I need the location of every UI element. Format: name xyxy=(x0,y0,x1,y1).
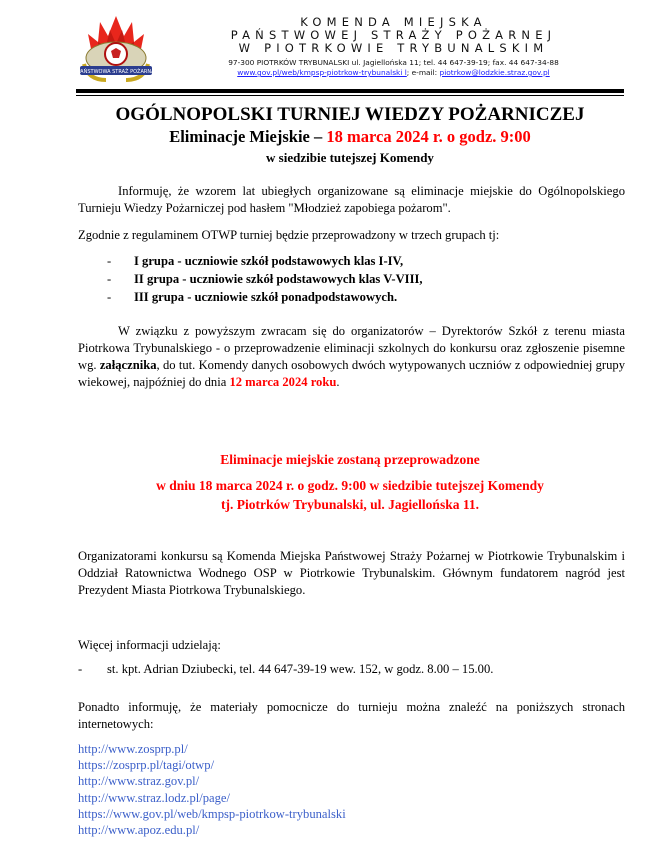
subtitle-prefix: Eliminacje Miejskie – xyxy=(169,127,327,146)
website-link[interactable]: www.gov.pl/web/kmpsp-piotrkow-trybunalski l xyxy=(237,68,407,77)
resource-link[interactable]: https://www.gov.pl/web/kmpsp-piotrkow-trybunalski xyxy=(78,806,346,821)
event-location: w siedzibie tutejszej Komendy xyxy=(266,150,434,165)
materials-paragraph: Ponadto informuję, że materiały pomocnicze do turnieju można znaleźć na poniższych stronach internetowych: xyxy=(78,700,625,731)
email-link[interactable]: piotrkow@lodzkie.straz.gov.pl xyxy=(439,68,550,77)
org-address: 97-300 PIOTRKÓW TRYBUNALSKI ul. Jagiellońska 11; tel. 44 647-39-19; fax. 44 647-34-88 xyxy=(228,58,559,67)
psp-emblem-icon xyxy=(76,14,156,84)
organizers-paragraph: Organizatorami konkursu są Komenda Miejska Państwowej Straży Pożarnej w Piotrkowie Trybunalskim i Oddział Ratownictwa Wodnego OSP w Piotrkowie Trybunalskim. Głównym fundatorem nagród jest Prezydent Miasta Piotrkowa Trybunalskiego. xyxy=(78,549,625,597)
intro-paragraph: Informuję, że wzorem lat ubiegłych organizowane są eliminacje miejskie do Ogólnopolskiego Turnieju Wiedzy Pożarniczej pod hasłem "Młodzież zapobiega pożarom". xyxy=(78,184,625,215)
list-item: - II grupa - uczniowie szkół podstawowych klas V-VIII, xyxy=(107,272,423,286)
resource-link[interactable]: https://zosprp.pl/tagi/otwp/ xyxy=(78,758,215,773)
groups-list xyxy=(107,252,587,306)
org-name-line3: W PIOTRKOWIE TRYBUNALSKIM xyxy=(238,41,549,55)
header-divider-thin xyxy=(76,95,624,96)
svg-text:PAŃSTWOWA STRAŻ POŻARNA: PAŃSTWOWA STRAŻ POŻARNA xyxy=(77,69,155,75)
resource-links xyxy=(78,741,478,838)
contact-item: - st. kpt. Adrian Dziubecki, tel. 44 647-39-19 wew. 152, w godz. 8.00 – 15.00. xyxy=(78,662,494,676)
event-subtitle xyxy=(60,127,640,147)
announcement-line2: w dniu 18 marca 2024 r. o godz. 9:00 w siedzibie tutejszej Komendy xyxy=(156,478,544,493)
event-date: 18 marca 2024 r. o godz. 9:00 xyxy=(326,127,531,146)
resource-link[interactable]: http://www.straz.gov.pl/ xyxy=(78,774,200,789)
letterhead-text xyxy=(161,16,626,77)
org-name-line1: KOMENDA MIEJSKA xyxy=(300,15,487,29)
header-divider-thick xyxy=(76,89,624,93)
resource-link[interactable]: http://www.apoz.edu.pl/ xyxy=(78,823,200,838)
resource-link[interactable]: http://www.straz.lodz.pl/page/ xyxy=(78,790,231,805)
more-info-label: Więcej informacji udzielają: xyxy=(78,638,221,652)
org-name-line2: PAŃSTWOWEJ STRAŻY POŻARNEJ xyxy=(230,28,557,42)
request-paragraph: W związku z powyższym zwracam się do organizatorów – Dyrektorów Szkół z terenu miasta Piotrkowa Trybunalskiego - o przeprowadzenie eliminacji szkolnych do konkursu oraz zgłoszenie pisemne wg. załącznika, do tut. Komendy danych osobowych dwóch wytypowanych uczniów z odpowiedniej grupy wiekowej, najpóźniej do dnia 12 marca 2024 roku. xyxy=(78,324,625,389)
announcement-line3: tj. Piotrków Trybunalski, ul. Jagiellońska 11. xyxy=(221,497,479,512)
list-item: - III grupa - uczniowie szkół ponadpodstawowych. xyxy=(107,290,398,304)
attachment-ref: załącznika xyxy=(99,358,157,372)
email-label: ; e-mail: xyxy=(406,68,440,77)
announcement-line1: Eliminacje miejskie zostaną przeprowadzone xyxy=(220,452,480,467)
list-item: - I grupa - uczniowie szkół podstawowych klas I-IV, xyxy=(107,254,404,268)
deadline-date: 12 marca 2024 roku xyxy=(229,375,337,389)
resource-link[interactable]: http://www.zosprp.pl/ xyxy=(78,742,188,756)
groups-intro: Zgodnie z regulaminem OTWP turniej będzie przeprowadzony w trzech grupach tj: xyxy=(78,228,500,242)
letterhead xyxy=(76,14,626,96)
contact-links xyxy=(161,68,626,77)
page-title: OGÓLNOPOLSKI TURNIEJ WIEDZY POŻARNICZEJ xyxy=(115,104,585,125)
